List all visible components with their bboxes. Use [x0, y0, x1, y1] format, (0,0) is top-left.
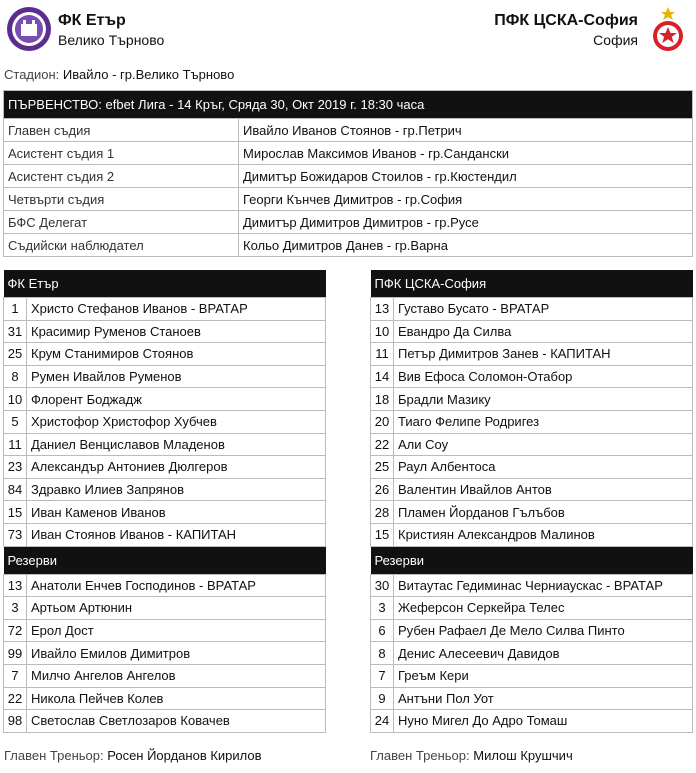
player-number: 13 [4, 574, 27, 597]
player-row [4, 433, 326, 456]
player-number: 1 [4, 298, 27, 321]
player-number: 7 [371, 664, 394, 687]
player-row [371, 433, 693, 456]
player-number: 8 [371, 642, 394, 665]
player-name: Христофор Христофор Хубчев [27, 410, 326, 433]
player-name: Антъни Пол Уот [394, 687, 693, 710]
player-row [4, 574, 326, 597]
player-row [371, 456, 693, 479]
player-row [371, 388, 693, 411]
player-number: 31 [4, 320, 27, 343]
player-name: Вив Ефоса Соломон-Отабор [394, 365, 693, 388]
official-row: Асистент съдия 2 Димитър Божидаров Стоилов - гр.Кюстендил [4, 165, 693, 188]
home-coach [4, 748, 262, 763]
player-number: 11 [4, 433, 27, 456]
away-coach [370, 748, 573, 763]
player-number: 25 [371, 456, 394, 479]
player-row [4, 642, 326, 665]
official-row: БФС Делегат Димитър Димитров Димитров - гр.Русе [4, 211, 693, 234]
player-row [371, 687, 693, 710]
player-row [4, 298, 326, 321]
player-name: Румен Ивайлов Руменов [27, 365, 326, 388]
reserves-header: Резерви [371, 546, 693, 574]
player-number: 26 [371, 478, 394, 501]
player-number: 6 [371, 619, 394, 642]
player-name: Александър Антониев Дюлгеров [27, 456, 326, 479]
player-row [4, 597, 326, 620]
player-name: Никола Пейчев Колев [27, 687, 326, 710]
player-row [371, 619, 693, 642]
coach-label: Главен Треньор: [4, 748, 104, 763]
player-number: 15 [371, 523, 394, 546]
player-row [371, 642, 693, 665]
away-lineup-table [370, 270, 693, 733]
team-title: ФК Етър [4, 270, 326, 298]
player-number: 20 [371, 410, 394, 433]
player-name: Греъм Кери [394, 664, 693, 687]
player-name: Милчо Ангелов Ангелов [27, 664, 326, 687]
player-row [4, 501, 326, 524]
player-row [4, 343, 326, 366]
player-number: 72 [4, 619, 27, 642]
player-row [4, 365, 326, 388]
player-number: 98 [4, 710, 27, 733]
player-name: Крум Станимиров Стоянов [27, 343, 326, 366]
player-number: 30 [371, 574, 394, 597]
player-number: 18 [371, 388, 394, 411]
away-team-city: София [593, 32, 638, 48]
home-lineup-table [3, 270, 326, 733]
player-number: 23 [4, 456, 27, 479]
player-number: 99 [4, 642, 27, 665]
officials-table [3, 90, 693, 257]
player-number: 13 [371, 298, 394, 321]
match-header [0, 0, 696, 60]
player-name: Флорент Боджадж [27, 388, 326, 411]
player-number: 24 [371, 710, 394, 733]
cska-logo [646, 6, 690, 52]
player-name: Густаво Бусато - ВРАТАР [394, 298, 693, 321]
player-row [4, 388, 326, 411]
player-number: 5 [4, 410, 27, 433]
official-row: Съдийски наблюдател Кольо Димитров Данев - гр.Варна [4, 234, 693, 257]
player-number: 15 [4, 501, 27, 524]
player-name: Христо Стефанов Иванов - ВРАТАР [27, 298, 326, 321]
player-row [4, 664, 326, 687]
player-name: Анатоли Енчев Господинов - ВРАТАР [27, 574, 326, 597]
player-name: Брадли Мазику [394, 388, 693, 411]
player-number: 22 [371, 433, 394, 456]
player-name: Здравко Илиев Запрянов [27, 478, 326, 501]
player-row [4, 456, 326, 479]
team-title: ПФК ЦСКА-София [371, 270, 693, 298]
away-coach-name: Милош Крушчич [473, 748, 573, 763]
stadium-label: Стадион: [4, 67, 60, 82]
home-team-city: Велико Търново [58, 32, 165, 48]
player-row [371, 343, 693, 366]
player-row [371, 410, 693, 433]
player-row [371, 365, 693, 388]
player-name: Жеферсон Серкейра Телес [394, 597, 693, 620]
player-number: 10 [4, 388, 27, 411]
player-row [371, 478, 693, 501]
player-name: Евандро Да Силва [394, 320, 693, 343]
player-row [371, 320, 693, 343]
player-name: Петър Димитров Занев - КАПИТАН [394, 343, 693, 366]
match-info-bar: ПЪРВЕНСТВО: efbet Лига - 14 Кръг, Сряда 30, Окт 2019 г. 18:30 часа [4, 91, 693, 119]
player-name: Артьом Артюнин [27, 597, 326, 620]
player-row [371, 574, 693, 597]
player-name: Даниел Венциславов Младенов [27, 433, 326, 456]
stadium-value: Ивайло - гр.Велико Търново [62, 67, 235, 82]
player-number: 10 [371, 320, 394, 343]
home-coach-name: Росен Йорданов Кирилов [107, 748, 262, 763]
player-name: Светослав Светлозаров Ковачев [27, 710, 326, 733]
player-name: Красимир Руменов Станоев [27, 320, 326, 343]
player-name: Витаутас Гедиминас Черниаускас - ВРАТАР [394, 574, 693, 597]
player-row [4, 619, 326, 642]
player-name: Нуно Мигел До Адро Томаш [394, 710, 693, 733]
player-row [4, 687, 326, 710]
player-name: Иван Каменов Иванов [27, 501, 326, 524]
player-number: 3 [4, 597, 27, 620]
player-name: Раул Албентоса [394, 456, 693, 479]
official-row: Асистент съдия 1 Мирослав Максимов Иванов - гр.Сандански [4, 142, 693, 165]
player-row [371, 597, 693, 620]
player-row [4, 320, 326, 343]
player-name: Али Соу [394, 433, 693, 456]
player-name: Пламен Йорданов Гълъбов [394, 501, 693, 524]
player-number: 7 [4, 664, 27, 687]
player-number: 3 [371, 597, 394, 620]
player-row [371, 298, 693, 321]
player-number: 84 [4, 478, 27, 501]
player-name: Ерол Дост [27, 619, 326, 642]
player-name: Кристиян Александров Малинов [394, 523, 693, 546]
player-row [4, 523, 326, 546]
player-name: Ивайло Емилов Димитров [27, 642, 326, 665]
away-team-name[interactable]: ПФК ЦСКА-София [494, 12, 638, 29]
player-number: 14 [371, 365, 394, 388]
stadium-line [4, 67, 234, 82]
official-row: Главен съдия Ивайло Иванов Стоянов - гр.Петрич [4, 119, 693, 142]
player-row [4, 478, 326, 501]
player-row [371, 523, 693, 546]
reserves-header: Резерви [4, 546, 326, 574]
player-number: 11 [371, 343, 394, 366]
player-number: 28 [371, 501, 394, 524]
player-row [371, 664, 693, 687]
player-row [371, 501, 693, 524]
coach-label: Главен Треньор: [370, 748, 470, 763]
official-row: Четвърти съдия Георги Кънчев Димитров - гр.София [4, 188, 693, 211]
player-number: 73 [4, 523, 27, 546]
etar-logo [6, 6, 52, 52]
player-name: Денис Алесеевич Давидов [394, 642, 693, 665]
player-row [371, 710, 693, 733]
player-row [4, 410, 326, 433]
player-name: Валентин Ивайлов Антов [394, 478, 693, 501]
player-number: 22 [4, 687, 27, 710]
player-name: Тиаго Фелипе Родригез [394, 410, 693, 433]
player-number: 25 [4, 343, 27, 366]
home-team-name[interactable]: ФК Етър [58, 12, 126, 29]
player-number: 8 [4, 365, 27, 388]
player-name: Иван Стоянов Иванов - КАПИТАН [27, 523, 326, 546]
player-name: Рубен Рафаел Де Мело Силва Пинто [394, 619, 693, 642]
player-number: 9 [371, 687, 394, 710]
player-row [4, 710, 326, 733]
